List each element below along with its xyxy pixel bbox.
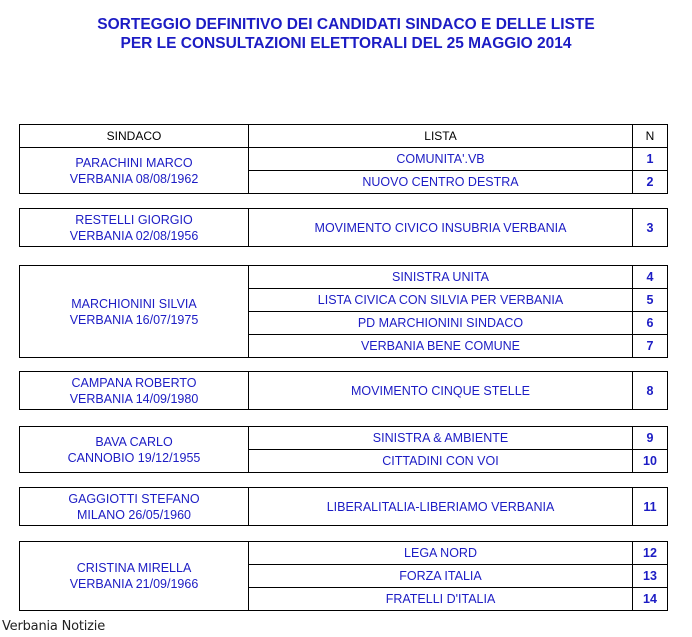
list-number: 12 — [633, 542, 668, 565]
candidate-name: CRISTINA MIRELLA — [76, 561, 192, 575]
title-line-1: SORTEGGIO DEFINITIVO DEI CANDIDATI SINDACO E DELLE LISTE — [97, 16, 595, 33]
candidate-birth: VERBANIA 21/09/1966 — [69, 577, 199, 591]
candidate-birth: VERBANIA 08/08/1962 — [69, 171, 199, 186]
list-number: 14 — [633, 588, 668, 611]
table-row — [20, 209, 668, 247]
title-line-2: PER LE CONSULTAZIONI ELETTORALI DEL 25 MAGGIO 2014 — [120, 35, 572, 52]
header-n: N — [633, 125, 668, 148]
candidate-name: BAVA CARLO — [95, 434, 173, 449]
candidate-name: GAGGIOTTI STEFANO — [68, 491, 200, 506]
candidate-group — [19, 208, 668, 247]
table-row — [20, 542, 668, 565]
candidate-cell — [20, 372, 249, 410]
list-number: 9 — [633, 427, 668, 450]
candidate-group — [19, 371, 668, 410]
table-row — [20, 148, 668, 171]
list-name: FRATELLI D'ITALIA — [249, 588, 633, 611]
list-number: 3 — [633, 209, 668, 247]
list-number: 2 — [633, 171, 668, 194]
candidate-name: CAMPANA ROBERTO — [71, 375, 197, 390]
list-name: COMUNITA'.VB — [249, 148, 633, 171]
candidate-name: MARCHIONINI SILVIA — [71, 296, 197, 311]
list-name: VERBANIA BENE COMUNE — [249, 335, 633, 358]
candidate-cell — [20, 266, 249, 358]
candidate-group — [19, 541, 668, 611]
list-name: MOVIMENTO CIVICO INSUBRIA VERBANIA — [249, 209, 633, 247]
list-name: FORZA ITALIA — [249, 565, 633, 588]
candidate-birth: VERBANIA 16/07/1975 — [69, 312, 199, 327]
list-number: 4 — [633, 266, 668, 289]
list-number: 10 — [633, 450, 668, 473]
candidate-group — [19, 487, 668, 526]
list-name: LIBERALITALIA-LIBERIAMO VERBANIA — [249, 488, 633, 526]
table-row — [20, 372, 668, 410]
header-lista: LISTA — [249, 125, 633, 148]
list-number: 8 — [633, 372, 668, 410]
list-number: 13 — [633, 565, 668, 588]
candidate-birth: VERBANIA 02/08/1956 — [69, 228, 199, 243]
candidate-birth: CANNOBIO 19/12/1955 — [67, 450, 201, 465]
table-row — [20, 488, 668, 526]
source-credit: Verbania Notizie — [2, 619, 106, 634]
header-sindaco: SINDACO — [20, 125, 249, 148]
header-table — [19, 124, 668, 148]
list-name: SINISTRA & AMBIENTE — [249, 427, 633, 450]
candidate-cell — [20, 148, 249, 194]
list-name: LEGA NORD — [249, 542, 633, 565]
candidate-group — [19, 265, 668, 358]
candidate-cell — [20, 542, 249, 611]
candidate-group — [19, 147, 668, 194]
table-row — [20, 427, 668, 450]
list-name: CITTADINI CON VOI — [249, 450, 633, 473]
candidate-birth: MILANO 26/05/1960 — [77, 507, 191, 522]
candidate-name: PARACHINI MARCO — [75, 155, 193, 170]
list-name: SINISTRA UNITA — [249, 266, 633, 289]
list-name: MOVIMENTO CINQUE STELLE — [249, 372, 633, 410]
candidate-group — [19, 426, 668, 473]
list-name: NUOVO CENTRO DESTRA — [249, 171, 633, 194]
list-number: 7 — [633, 335, 668, 358]
candidate-cell — [20, 209, 249, 247]
list-name: PD MARCHIONINI SINDACO — [249, 312, 633, 335]
candidate-cell — [20, 427, 249, 473]
list-number: 11 — [633, 488, 668, 526]
list-number: 5 — [633, 289, 668, 312]
list-number: 6 — [633, 312, 668, 335]
list-name: LISTA CIVICA CON SILVIA PER VERBANIA — [249, 289, 633, 312]
list-number: 1 — [633, 148, 668, 171]
candidate-name: RESTELLI GIORGIO — [75, 212, 193, 227]
table-row — [20, 266, 668, 289]
candidate-birth: VERBANIA 14/09/1980 — [69, 391, 199, 406]
candidate-cell — [20, 488, 249, 526]
